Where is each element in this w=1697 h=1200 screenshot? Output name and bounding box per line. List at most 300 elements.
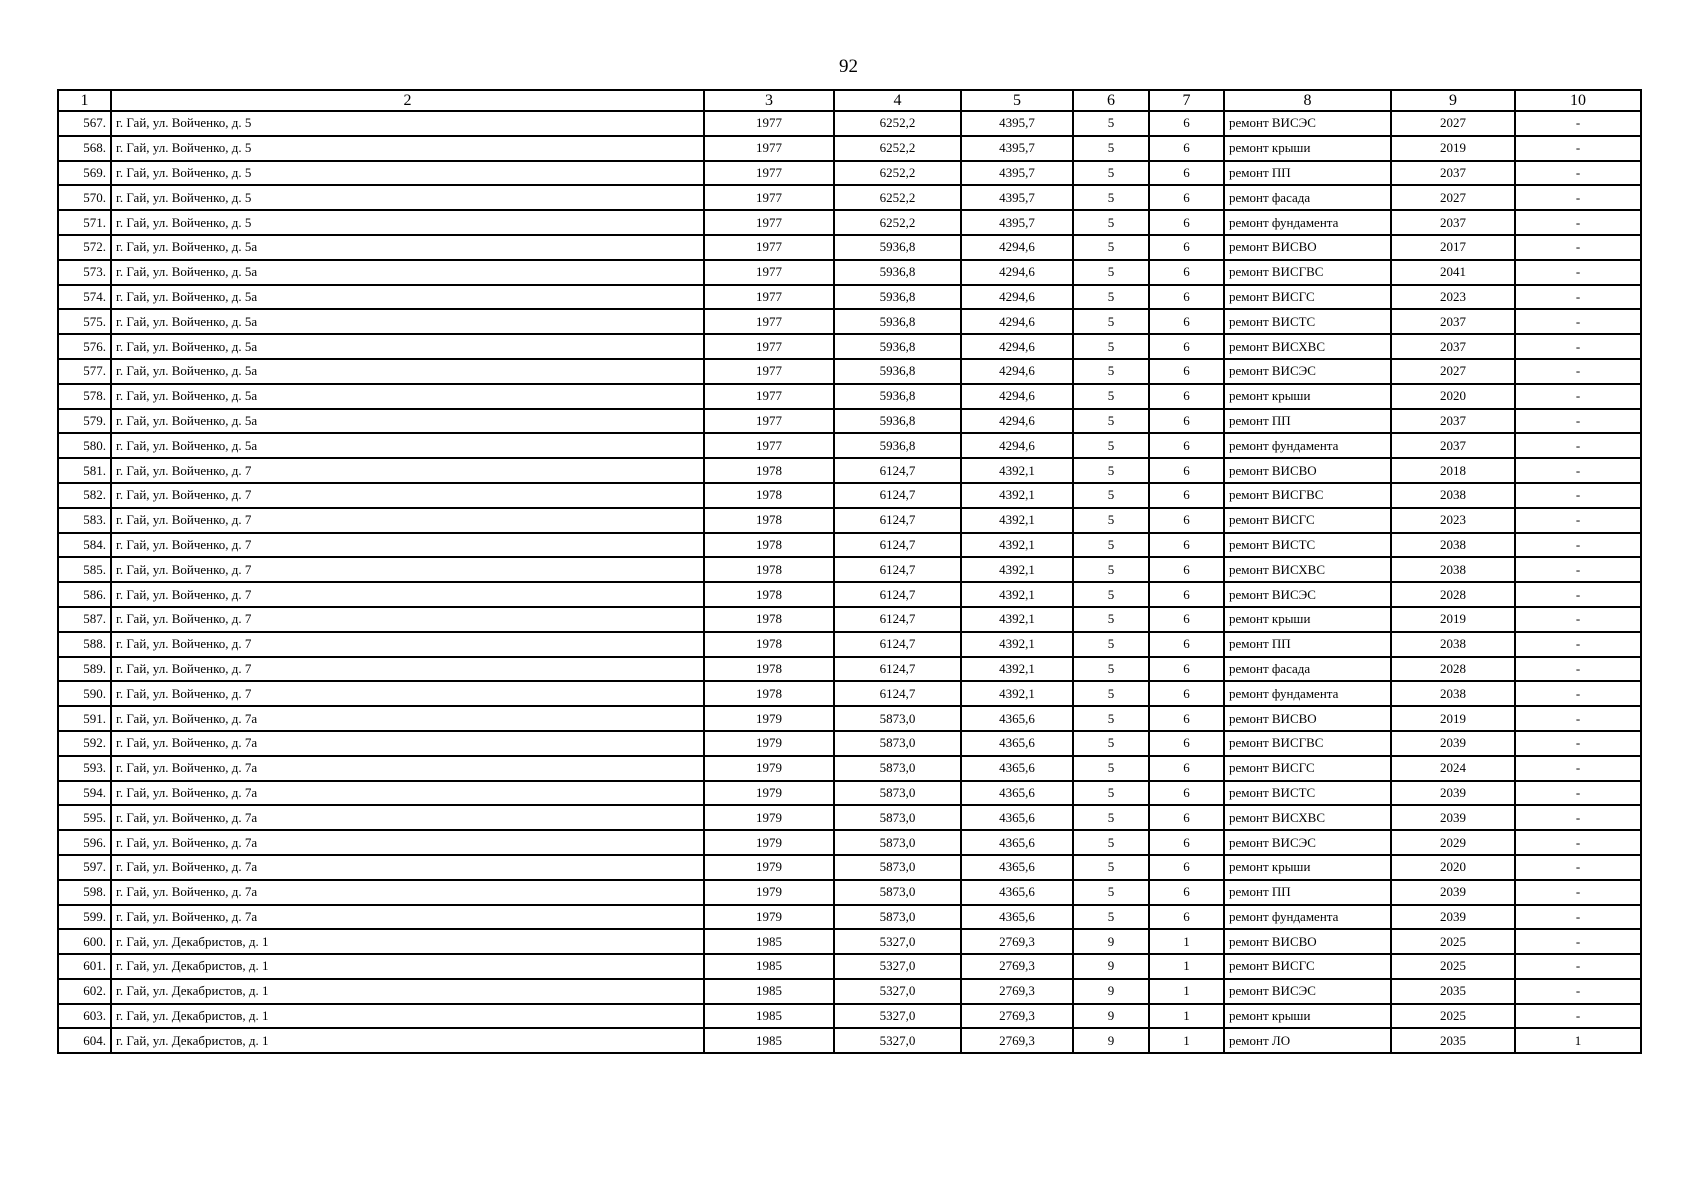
cell-row-number: 575.	[58, 309, 111, 334]
cell-work-type: ремонт ВИСХВС	[1224, 557, 1391, 582]
table-row	[58, 607, 1641, 632]
cell-note: -	[1515, 185, 1641, 210]
cell-work-type: ремонт ВИСТС	[1224, 309, 1391, 334]
cell-work-type: ремонт фундамента	[1224, 433, 1391, 458]
cell-entrances: 1	[1149, 954, 1224, 979]
cell-address: г. Гай, ул. Войченко, д. 7а	[111, 731, 704, 756]
cell-year: 1979	[704, 805, 834, 830]
cell-planned-year: 2025	[1391, 1004, 1515, 1029]
cell-living-area: 4294,6	[961, 334, 1073, 359]
table-row	[58, 681, 1641, 706]
cell-total-area: 5936,8	[834, 433, 961, 458]
table-row	[58, 309, 1641, 334]
cell-row-number: 591.	[58, 706, 111, 731]
cell-planned-year: 2027	[1391, 111, 1515, 136]
cell-planned-year: 2018	[1391, 458, 1515, 483]
cell-row-number: 574.	[58, 285, 111, 310]
cell-total-area: 6124,7	[834, 632, 961, 657]
table-row	[58, 905, 1641, 930]
cell-planned-year: 2020	[1391, 384, 1515, 409]
cell-row-number: 572.	[58, 235, 111, 260]
cell-address: г. Гай, ул. Декабристов, д. 1	[111, 1004, 704, 1029]
cell-living-area: 2769,3	[961, 929, 1073, 954]
cell-year: 1978	[704, 508, 834, 533]
cell-floors: 5	[1073, 384, 1149, 409]
cell-floors: 5	[1073, 632, 1149, 657]
cell-entrances: 6	[1149, 309, 1224, 334]
cell-total-area: 6124,7	[834, 557, 961, 582]
table-row	[58, 334, 1641, 359]
cell-floors: 5	[1073, 756, 1149, 781]
cell-work-type: ремонт крыши	[1224, 384, 1391, 409]
cell-planned-year: 2039	[1391, 805, 1515, 830]
cell-floors: 5	[1073, 731, 1149, 756]
table-row	[58, 433, 1641, 458]
cell-work-type: ремонт ПП	[1224, 409, 1391, 434]
cell-total-area: 6252,2	[834, 210, 961, 235]
cell-address: г. Гай, ул. Войченко, д. 5а	[111, 235, 704, 260]
cell-floors: 5	[1073, 582, 1149, 607]
cell-work-type: ремонт ВИСГС	[1224, 954, 1391, 979]
cell-year: 1979	[704, 905, 834, 930]
cell-year: 1979	[704, 706, 834, 731]
cell-total-area: 5936,8	[834, 409, 961, 434]
cell-year: 1977	[704, 334, 834, 359]
cell-entrances: 6	[1149, 533, 1224, 558]
cell-living-area: 4395,7	[961, 111, 1073, 136]
cell-address: г. Гай, ул. Войченко, д. 5	[111, 111, 704, 136]
cell-living-area: 4294,6	[961, 359, 1073, 384]
cell-year: 1977	[704, 309, 834, 334]
cell-work-type: ремонт ПП	[1224, 632, 1391, 657]
cell-year: 1985	[704, 979, 834, 1004]
cell-floors: 5	[1073, 111, 1149, 136]
cell-total-area: 5936,8	[834, 285, 961, 310]
cell-floors: 9	[1073, 954, 1149, 979]
cell-total-area: 6124,7	[834, 657, 961, 682]
cell-address: г. Гай, ул. Декабристов, д. 1	[111, 1028, 704, 1053]
cell-note: -	[1515, 433, 1641, 458]
cell-note: -	[1515, 483, 1641, 508]
table-row	[58, 384, 1641, 409]
cell-address: г. Гай, ул. Войченко, д. 7	[111, 533, 704, 558]
cell-note: -	[1515, 632, 1641, 657]
table-row	[58, 235, 1641, 260]
cell-note: -	[1515, 161, 1641, 186]
cell-entrances: 1	[1149, 979, 1224, 1004]
cell-floors: 5	[1073, 458, 1149, 483]
cell-total-area: 6124,7	[834, 607, 961, 632]
cell-row-number: 582.	[58, 483, 111, 508]
cell-note: -	[1515, 508, 1641, 533]
cell-planned-year: 2019	[1391, 706, 1515, 731]
table-row	[58, 210, 1641, 235]
cell-planned-year: 2028	[1391, 582, 1515, 607]
column-header-2: 2	[111, 90, 704, 111]
cell-entrances: 6	[1149, 334, 1224, 359]
column-header-9: 9	[1391, 90, 1515, 111]
cell-row-number: 604.	[58, 1028, 111, 1053]
cell-note: -	[1515, 557, 1641, 582]
cell-work-type: ремонт фасада	[1224, 185, 1391, 210]
cell-row-number: 588.	[58, 632, 111, 657]
cell-note: -	[1515, 805, 1641, 830]
cell-note: -	[1515, 533, 1641, 558]
cell-floors: 9	[1073, 929, 1149, 954]
cell-address: г. Гай, ул. Войченко, д. 5	[111, 210, 704, 235]
cell-work-type: ремонт ВИСГВС	[1224, 731, 1391, 756]
cell-total-area: 5873,0	[834, 905, 961, 930]
column-header-6: 6	[1073, 90, 1149, 111]
cell-planned-year: 2024	[1391, 756, 1515, 781]
cell-row-number: 596.	[58, 830, 111, 855]
cell-planned-year: 2025	[1391, 954, 1515, 979]
cell-planned-year: 2019	[1391, 136, 1515, 161]
cell-work-type: ремонт ВИСТС	[1224, 781, 1391, 806]
table-row	[58, 483, 1641, 508]
cell-total-area: 5936,8	[834, 260, 961, 285]
cell-total-area: 5936,8	[834, 334, 961, 359]
cell-living-area: 4392,1	[961, 508, 1073, 533]
cell-row-number: 602.	[58, 979, 111, 1004]
cell-floors: 5	[1073, 805, 1149, 830]
cell-work-type: ремонт ВИСЭС	[1224, 111, 1391, 136]
cell-floors: 5	[1073, 855, 1149, 880]
cell-note: -	[1515, 384, 1641, 409]
cell-row-number: 573.	[58, 260, 111, 285]
cell-year: 1977	[704, 384, 834, 409]
cell-work-type: ремонт ВИСГВС	[1224, 260, 1391, 285]
cell-note: -	[1515, 954, 1641, 979]
cell-work-type: ремонт ВИСГС	[1224, 756, 1391, 781]
cell-row-number: 592.	[58, 731, 111, 756]
cell-row-number: 593.	[58, 756, 111, 781]
cell-year: 1977	[704, 235, 834, 260]
table-row	[58, 533, 1641, 558]
cell-total-area: 5327,0	[834, 954, 961, 979]
cell-year: 1979	[704, 781, 834, 806]
cell-note: -	[1515, 756, 1641, 781]
cell-floors: 5	[1073, 533, 1149, 558]
cell-address: г. Гай, ул. Войченко, д. 5а	[111, 433, 704, 458]
cell-planned-year: 2039	[1391, 781, 1515, 806]
cell-living-area: 4395,7	[961, 185, 1073, 210]
cell-total-area: 6124,7	[834, 582, 961, 607]
table-row	[58, 136, 1641, 161]
cell-address: г. Гай, ул. Войченко, д. 7	[111, 657, 704, 682]
cell-work-type: ремонт ВИСХВС	[1224, 334, 1391, 359]
cell-living-area: 2769,3	[961, 979, 1073, 1004]
column-header-4: 4	[834, 90, 961, 111]
cell-work-type: ремонт ВИСТС	[1224, 533, 1391, 558]
cell-year: 1977	[704, 136, 834, 161]
cell-year: 1977	[704, 161, 834, 186]
cell-living-area: 4294,6	[961, 235, 1073, 260]
cell-living-area: 4365,6	[961, 756, 1073, 781]
table-row	[58, 731, 1641, 756]
cell-row-number: 597.	[58, 855, 111, 880]
cell-year: 1977	[704, 285, 834, 310]
cell-work-type: ремонт фасада	[1224, 657, 1391, 682]
cell-living-area: 4294,6	[961, 260, 1073, 285]
cell-year: 1985	[704, 954, 834, 979]
cell-address: г. Гай, ул. Войченко, д. 5а	[111, 285, 704, 310]
cell-year: 1977	[704, 359, 834, 384]
table-row	[58, 1004, 1641, 1029]
table-row	[58, 706, 1641, 731]
cell-floors: 5	[1073, 409, 1149, 434]
cell-address: г. Гай, ул. Декабристов, д. 1	[111, 979, 704, 1004]
column-header-10: 10	[1515, 90, 1641, 111]
table-row	[58, 458, 1641, 483]
cell-total-area: 5873,0	[834, 706, 961, 731]
cell-entrances: 6	[1149, 210, 1224, 235]
cell-address: г. Гай, ул. Войченко, д. 7	[111, 557, 704, 582]
cell-floors: 5	[1073, 681, 1149, 706]
cell-year: 1978	[704, 458, 834, 483]
cell-entrances: 6	[1149, 706, 1224, 731]
cell-living-area: 4395,7	[961, 161, 1073, 186]
cell-work-type: ремонт крыши	[1224, 1004, 1391, 1029]
cell-year: 1978	[704, 632, 834, 657]
cell-living-area: 4395,7	[961, 210, 1073, 235]
cell-total-area: 6124,7	[834, 508, 961, 533]
cell-total-area: 6124,7	[834, 681, 961, 706]
cell-row-number: 589.	[58, 657, 111, 682]
cell-row-number: 569.	[58, 161, 111, 186]
cell-floors: 5	[1073, 781, 1149, 806]
table-row	[58, 756, 1641, 781]
cell-planned-year: 2037	[1391, 334, 1515, 359]
cell-planned-year: 2035	[1391, 1028, 1515, 1053]
table-row	[58, 979, 1641, 1004]
cell-entrances: 6	[1149, 136, 1224, 161]
cell-year: 1978	[704, 582, 834, 607]
table-row	[58, 805, 1641, 830]
cell-work-type: ремонт ВИСХВС	[1224, 805, 1391, 830]
cell-note: -	[1515, 136, 1641, 161]
cell-planned-year: 2037	[1391, 161, 1515, 186]
cell-address: г. Гай, ул. Войченко, д. 7	[111, 458, 704, 483]
cell-total-area: 5936,8	[834, 384, 961, 409]
cell-living-area: 4392,1	[961, 557, 1073, 582]
cell-floors: 5	[1073, 136, 1149, 161]
cell-work-type: ремонт ВИСГВС	[1224, 483, 1391, 508]
table-row	[58, 781, 1641, 806]
cell-year: 1985	[704, 929, 834, 954]
cell-note: 1	[1515, 1028, 1641, 1053]
cell-floors: 5	[1073, 657, 1149, 682]
cell-living-area: 4365,6	[961, 706, 1073, 731]
cell-row-number: 571.	[58, 210, 111, 235]
cell-address: г. Гай, ул. Декабристов, д. 1	[111, 954, 704, 979]
table-row	[58, 855, 1641, 880]
cell-row-number: 595.	[58, 805, 111, 830]
cell-floors: 5	[1073, 235, 1149, 260]
cell-year: 1977	[704, 185, 834, 210]
cell-work-type: ремонт ВИСЭС	[1224, 979, 1391, 1004]
cell-work-type: ремонт ВИСГС	[1224, 285, 1391, 310]
cell-work-type: ремонт крыши	[1224, 855, 1391, 880]
cell-row-number: 585.	[58, 557, 111, 582]
cell-entrances: 6	[1149, 905, 1224, 930]
cell-note: -	[1515, 334, 1641, 359]
cell-total-area: 5873,0	[834, 880, 961, 905]
table-row	[58, 954, 1641, 979]
cell-entrances: 6	[1149, 830, 1224, 855]
cell-total-area: 5873,0	[834, 805, 961, 830]
cell-work-type: ремонт фундамента	[1224, 681, 1391, 706]
cell-note: -	[1515, 979, 1641, 1004]
cell-row-number: 587.	[58, 607, 111, 632]
cell-planned-year: 2020	[1391, 855, 1515, 880]
cell-floors: 5	[1073, 260, 1149, 285]
cell-address: г. Гай, ул. Войченко, д. 5а	[111, 334, 704, 359]
cell-row-number: 567.	[58, 111, 111, 136]
cell-address: г. Гай, ул. Войченко, д. 5а	[111, 309, 704, 334]
cell-note: -	[1515, 210, 1641, 235]
cell-entrances: 6	[1149, 880, 1224, 905]
cell-total-area: 5873,0	[834, 756, 961, 781]
cell-living-area: 4365,6	[961, 781, 1073, 806]
cell-address: г. Гай, ул. Войченко, д. 5а	[111, 384, 704, 409]
cell-total-area: 6124,7	[834, 458, 961, 483]
cell-total-area: 6252,2	[834, 111, 961, 136]
cell-planned-year: 2029	[1391, 830, 1515, 855]
cell-planned-year: 2017	[1391, 235, 1515, 260]
table-row	[58, 508, 1641, 533]
cell-planned-year: 2037	[1391, 433, 1515, 458]
cell-address: г. Гай, ул. Войченко, д. 7а	[111, 706, 704, 731]
cell-entrances: 6	[1149, 359, 1224, 384]
cell-planned-year: 2037	[1391, 309, 1515, 334]
cell-entrances: 6	[1149, 235, 1224, 260]
cell-row-number: 590.	[58, 681, 111, 706]
cell-note: -	[1515, 235, 1641, 260]
cell-total-area: 5327,0	[834, 929, 961, 954]
page-number: 92	[839, 56, 858, 77]
cell-living-area: 4365,6	[961, 905, 1073, 930]
cell-row-number: 568.	[58, 136, 111, 161]
cell-row-number: 601.	[58, 954, 111, 979]
cell-planned-year: 2035	[1391, 979, 1515, 1004]
cell-total-area: 6124,7	[834, 533, 961, 558]
cell-total-area: 5327,0	[834, 1004, 961, 1029]
cell-floors: 5	[1073, 706, 1149, 731]
cell-total-area: 5873,0	[834, 781, 961, 806]
table-row	[58, 409, 1641, 434]
cell-note: -	[1515, 285, 1641, 310]
cell-note: -	[1515, 359, 1641, 384]
cell-row-number: 579.	[58, 409, 111, 434]
cell-note: -	[1515, 260, 1641, 285]
cell-living-area: 2769,3	[961, 1004, 1073, 1029]
table-row	[58, 285, 1641, 310]
cell-note: -	[1515, 880, 1641, 905]
cell-entrances: 6	[1149, 582, 1224, 607]
table-row	[58, 582, 1641, 607]
cell-planned-year: 2028	[1391, 657, 1515, 682]
cell-address: г. Гай, ул. Войченко, д. 7	[111, 483, 704, 508]
cell-planned-year: 2038	[1391, 483, 1515, 508]
cell-work-type: ремонт крыши	[1224, 607, 1391, 632]
cell-living-area: 4365,6	[961, 830, 1073, 855]
cell-address: г. Гай, ул. Войченко, д. 7	[111, 508, 704, 533]
cell-total-area: 5873,0	[834, 731, 961, 756]
cell-year: 1979	[704, 731, 834, 756]
cell-floors: 5	[1073, 161, 1149, 186]
cell-living-area: 4392,1	[961, 483, 1073, 508]
column-header-8: 8	[1224, 90, 1391, 111]
cell-work-type: ремонт ВИСГС	[1224, 508, 1391, 533]
cell-entrances: 6	[1149, 409, 1224, 434]
cell-entrances: 6	[1149, 756, 1224, 781]
cell-planned-year: 2041	[1391, 260, 1515, 285]
cell-total-area: 6252,2	[834, 136, 961, 161]
cell-living-area: 4392,1	[961, 582, 1073, 607]
cell-floors: 9	[1073, 1028, 1149, 1053]
cell-year: 1978	[704, 607, 834, 632]
cell-row-number: 598.	[58, 880, 111, 905]
cell-floors: 5	[1073, 508, 1149, 533]
cell-year: 1977	[704, 409, 834, 434]
registry-table	[57, 89, 1642, 1054]
cell-address: г. Гай, ул. Декабристов, д. 1	[111, 929, 704, 954]
cell-entrances: 6	[1149, 384, 1224, 409]
cell-floors: 5	[1073, 830, 1149, 855]
cell-work-type: ремонт крыши	[1224, 136, 1391, 161]
cell-entrances: 1	[1149, 1028, 1224, 1053]
cell-planned-year: 2023	[1391, 508, 1515, 533]
cell-entrances: 6	[1149, 805, 1224, 830]
cell-row-number: 603.	[58, 1004, 111, 1029]
cell-year: 1977	[704, 210, 834, 235]
cell-year: 1979	[704, 855, 834, 880]
cell-work-type: ремонт ЛО	[1224, 1028, 1391, 1053]
cell-row-number: 583.	[58, 508, 111, 533]
cell-living-area: 4392,1	[961, 607, 1073, 632]
cell-note: -	[1515, 582, 1641, 607]
cell-note: -	[1515, 607, 1641, 632]
cell-planned-year: 2038	[1391, 533, 1515, 558]
cell-floors: 5	[1073, 880, 1149, 905]
cell-year: 1978	[704, 657, 834, 682]
cell-address: г. Гай, ул. Войченко, д. 5	[111, 185, 704, 210]
cell-entrances: 1	[1149, 929, 1224, 954]
cell-total-area: 5936,8	[834, 309, 961, 334]
cell-planned-year: 2027	[1391, 185, 1515, 210]
cell-address: г. Гай, ул. Войченко, д. 7а	[111, 905, 704, 930]
table-row	[58, 929, 1641, 954]
cell-work-type: ремонт ВИСВО	[1224, 235, 1391, 260]
cell-entrances: 6	[1149, 433, 1224, 458]
cell-row-number: 584.	[58, 533, 111, 558]
cell-work-type: ремонт ВИСЭС	[1224, 582, 1391, 607]
cell-living-area: 2769,3	[961, 954, 1073, 979]
table-row	[58, 557, 1641, 582]
cell-entrances: 6	[1149, 111, 1224, 136]
cell-year: 1985	[704, 1028, 834, 1053]
cell-entrances: 6	[1149, 285, 1224, 310]
cell-entrances: 6	[1149, 557, 1224, 582]
cell-living-area: 4392,1	[961, 681, 1073, 706]
cell-note: -	[1515, 681, 1641, 706]
cell-planned-year: 2038	[1391, 557, 1515, 582]
cell-row-number: 576.	[58, 334, 111, 359]
cell-year: 1979	[704, 880, 834, 905]
cell-row-number: 570.	[58, 185, 111, 210]
cell-year: 1978	[704, 533, 834, 558]
